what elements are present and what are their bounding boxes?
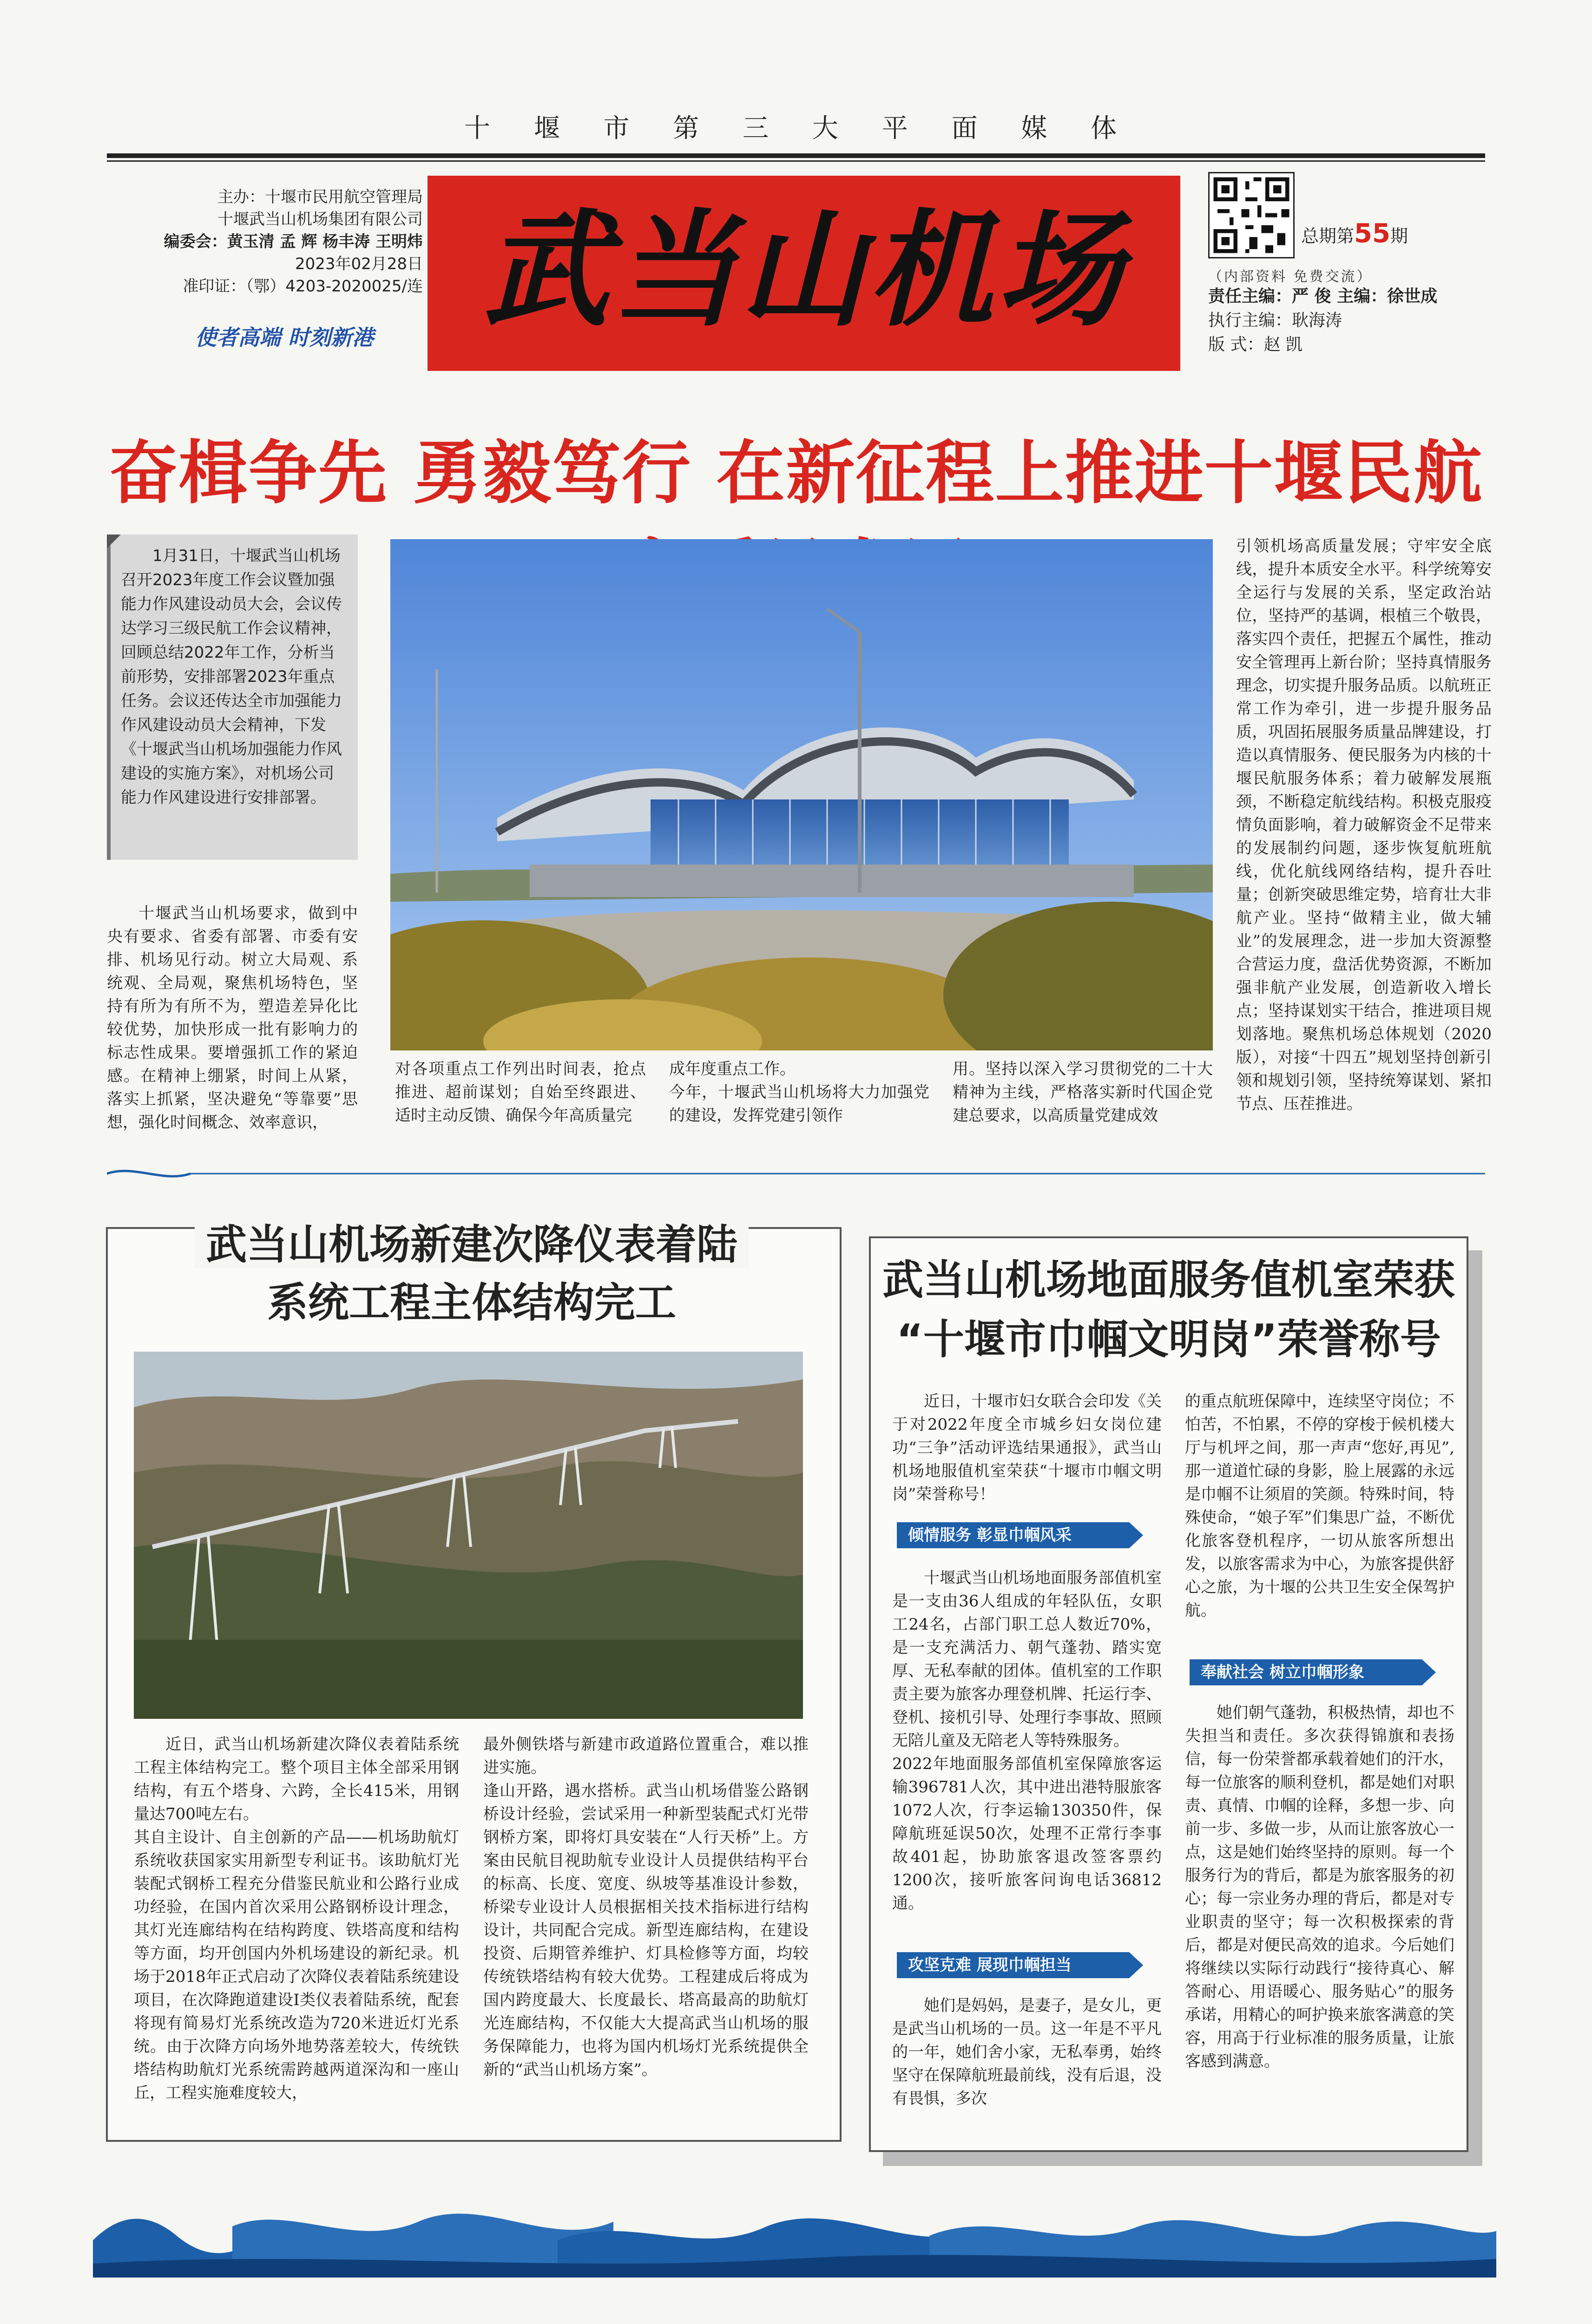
qr-code-icon[interactable] <box>1208 172 1295 258</box>
article-col-right: 引领机场高质量发展；守牢安全底线，提升本质安全水平。科学统筹安全运行与发展的关系，坚定政治站位，坚持严的基调，根植三个敬畏，落实四个责任，把握五个属性，推动安全管理再上新台阶；坚持真情服务理念，切实提升服务品质。以航班正常工作为牵引，进一步提升服务品质，巩固拓展服务质量品牌建设，打造以真情服务、便民服务为内核的十堰民航服务体系；着力破解发展瓶颈，不断稳定航线结构。积极克服疫情负面影响，着力破解资金不足带来的发展制约问题，逐步恢复航班航线，优化航线网络结构，提升吞吐量；创新突破思维定势，培育壮大非航产业。坚持“做精主业，做大辅业”的发展理念，进一步加大资源整合营运力度，盘活优势资源，不断加强非航产业发展，创造新收入增长点；坚持谋划实干结合，推进项目规划落地。聚焦机场总体规划（2020版），对接“十四五”规划坚持创新引领和规划引领，坚持统筹谋划、紧扣节点、压茬推进。 <box>1236 537 1492 1113</box>
editorial-board: 编委会：黄玉清 孟 辉 杨丰涛 王明炜 <box>164 232 423 251</box>
top-tagline: 十 堰 市 第 三 大 平 面 媒 体 <box>464 113 1135 144</box>
summary-corner <box>107 535 121 548</box>
publisher-info <box>107 186 423 297</box>
staff-line: 执行主编：耿海涛 <box>1208 311 1342 330</box>
issue-date: 2023年02月28日 <box>295 255 423 273</box>
internal-note: （内部资料 免费交流） <box>1208 269 1373 285</box>
title-line: 系统工程主体结构完工 <box>267 1279 676 1327</box>
staff-line: 版 式：赵 凯 <box>1208 335 1303 354</box>
staff-line: 责任主编：严 俊 主编：徐世成 <box>1208 287 1438 306</box>
section-divider <box>107 1162 1485 1185</box>
header-rule-thin <box>107 160 1485 162</box>
right-article-sec2: 她们是妈妈，是妻子，是女儿，更是武当山机场的一员。这一年是不平凡的一年，她们舍小家，无私奉勇，始终坚守在保障航班最前线，没有后退，没有畏惧，多次 <box>892 1996 1162 2108</box>
approach-light-bridge-photo <box>134 1352 803 1719</box>
section-tag: 奉献社会 树立巾帼形象 <box>1190 1659 1422 1685</box>
right-article-col2: 的重点航班保障中，连续坚守岗位；不怕苦，不怕累，不停的穿梭于候机楼大厅与机坪之间，那一声声“您好,再见”,那一道道忙碌的身影，脸上展露的永远是巾帼不让须眉的笑颜。特殊时间，特殊使命，“娘子军”们集思广益，不断优化旅客登机程序，一切从旅客所想出发，以旅客需求为中心，为旅客提供舒心之旅，为十堰的公共卫生安全保驾护航。 <box>1185 1392 1454 1620</box>
title-line: “十堰市巾帼文明岗”荣誉称号 <box>896 1315 1441 1363</box>
section-tag: 攻坚克难 展现巾帼担当 <box>897 1952 1129 1978</box>
slogan: 使者高端 时刻新港 <box>195 325 374 350</box>
article-col-b3: 用。坚持以深入学习贯彻党的二十大精神为主线，严格落实新时代国企党建总要求，以高质量党建成效 <box>953 1060 1213 1125</box>
article-title-right <box>874 1250 1464 1369</box>
summary-box <box>107 535 358 860</box>
decorative-wave-footer <box>93 2185 1496 2278</box>
main-headline: 奋楫争先 勇毅笃行 在新征程上推进十堰民航 <box>109 433 1483 513</box>
left-article-col1: 近日，武当山机场新建次降仪表着陆系统工程主体结构完工。整个项目主体全部采用钢结构，有五个塔身、六跨，全长415米，用钢量达700吨左右。 其自主设计、自主创新的产品——机场助航灯系统收获国家实用新型专利证书。该助航灯光装配式钢桥工程充分借鉴民航业和公路行业成功经验，在国内首次采用公路钢桥设计理念，其灯光连廊结构在结构跨度、铁塔高度和结构等方面，均开创国内外机场建设的新纪录。机场于2018年正式启动了次降仪表着陆系统建设项目，在次降跑道建设I类仪表着陆系统，配套将现有简易灯光系统改造为720米进近灯光系统。由于次降方向场外地势落差较大，传统铁塔结构助航灯光系统需跨越两道深沟和一座山丘，工程实施难度较大， <box>134 1735 459 2102</box>
article-col-b1: 对各项重点工作列出时间表，抢点推进、超前谋划；自始至终跟进、适时主动反馈、确保今年高质量完 <box>395 1060 646 1125</box>
article-title-left <box>116 1215 827 1332</box>
summary-text: 1月31日，十堰武当山机场召开2023年度工作会议暨加强能力作风建设动员大会，会议传达学习三级民航工作会议精神，回顾总结2022年工作，分析当前形势，安排部署2023年重点任务。会议还传达全市加强能力作风建设动员大会精神，下发《十堰武当山机场加强能力作风建设的实施方案》，对机场公司能力作风建设进行安排部署。 <box>121 547 342 807</box>
title-line: 武当山机场新建次降仪表着陆 <box>195 1221 749 1268</box>
right-article-sec3: 她们朝气蓬勃，积极热情，却也不失担当和责任。多次获得锦旗和表扬信，每一份荣誉都承载着她们的汗水，每一位旅客的顺利登机，都是她们对职责、真情、巾帼的诠释，多想一步、向前一步、多做一步，从而让旅客放心一点，这是她们始终坚持的原则。每一个服务行为的背后，都是为旅客服务的初心；每一宗业务办理的背后，都是对专业职责的坚守；每一次积极探索的背后，都是对便民高效的追求。今后她们将继续以实际行动践行“接待真心、解答耐心、用语暖心、服务贴心”的服务承诺，用精心的呵护换来旅客满意的笑容，用高于行业标准的服务质量，让旅客感到满意。 <box>1185 1703 1454 2071</box>
article-col-left: 十堰武当山机场要求，做到中央有要求、省委有部署、市委有安排、机场见行动。树立大局观、系统观、全局观，聚焦机场特色，坚持有所为有所不为，塑造差异化比较优势，加快形成一批有影响力的标志性成果。要增强抓工作的紧迫感。在精神上绷紧，时间上从紧，落实上抓紧，坚决避免“等靠要”思想，强化时间概念、效率意识， <box>107 904 358 1132</box>
article-col-b2: 成年度重点工作。 今年，十堰武当山机场将大力加强党的建设，发挥党建引领作 <box>669 1060 929 1125</box>
right-article-sec1: 十堰武当山机场地面服务部值机室是一支由36人组成的年轻队伍，女职工24名，占部门职工总人数近70%，是一支充满活力、朝气蓬勃、踏实宽厚、无私奉献的团体。值机室的工作职责主要为旅客办理登机牌、托运行李、登机、接机引导、处理行李事故、照顾无陪儿童及无陪老人等特殊服务。 2022年地面服务部值机室保障旅客运输396781人次，其中进出港特服旅客1072人次，行李运输130350件，保障航班延误50次，处理不正常行李事故401起，协助旅客退改签客票约1200次，接听旅客问询电话36812通。 <box>892 1569 1162 1913</box>
header-rule <box>107 153 1485 158</box>
issue-number: 总期第55期 <box>1301 218 1408 249</box>
publisher-line: 十堰武当山机场集团有限公司 <box>217 210 423 229</box>
terminal-photo <box>390 539 1213 1050</box>
left-article-col2: 最外侧铁塔与新建市政道路位置重合，难以推进实施。 逢山开路，遇水搭桥。武当山机场借鉴公路钢桥设计经验，尝试采用一种新型装配式灯光带钢桥方案，即将灯具安装在“人行天桥”上。方案由民航目视助航专业设计人员提供结构平台的标高、长度、宽度、纵坡等基准设计参数，桥梁专业设计人员根据相关技术指标进行结构设计，共同配合完成。新型连廊结构，在建设投资、后期管养维护、灯具检修等方面，均较传统铁塔结构有较大优势。工程建成后将成为国内跨度最大、长度最长、塔高最高的助航灯光连廊结构，不仅能大大提高武当山机场的服务保障能力，也将为国内机场灯光系统提供全新的“武当山机场方案”。 <box>483 1735 809 2079</box>
right-article-intro: 近日，十堰市妇女联合会印发《关于对2022年度全市城乡妇女岗位建功“三争”活动评选结果通报》，武当山机场地服值机室荣获“十堰市巾帼文明岗”荣誉称号！ <box>892 1392 1162 1504</box>
staff-list <box>1208 284 1437 357</box>
masthead-title: 武当山机场 <box>483 196 1125 343</box>
title-line: 武当山机场地面服务值机室荣获 <box>882 1256 1455 1304</box>
permit-number: 准印证：（鄂）4203-2020025/连 <box>183 277 423 296</box>
publisher-line: 主办：十堰市民用航空管理局 <box>217 188 423 206</box>
section-tag: 倾情服务 彰显巾帼风采 <box>897 1522 1129 1548</box>
